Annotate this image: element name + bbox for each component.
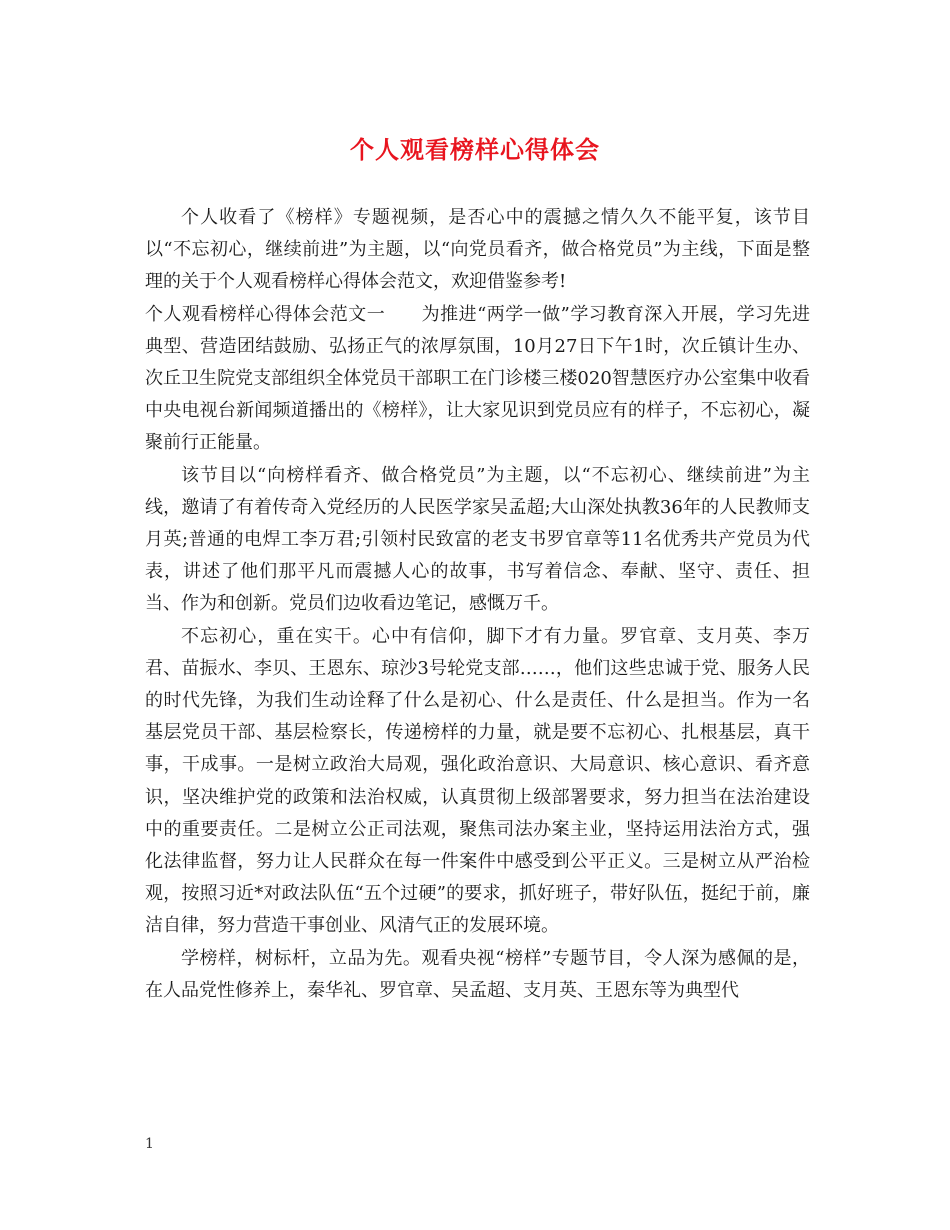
document-title: 个人观看榜样心得体会 [350, 135, 600, 164]
section-heading: 个人观看榜样心得体会范文一 [145, 303, 386, 325]
paragraph-3: 学榜样，树标杆，立品为先。观看央视“榜样”专题节目，令人深为感佩的是，在人品党性修养上，秦华礼、罗官章、吴孟超、支月英、王恩东等为典型代 [145, 947, 810, 1001]
page-number: 1 [145, 1136, 154, 1152]
intro-paragraph: 个人收看了《榜样》专题视频，是否心中的震撼之情久久不能平复，该节目以“不忘初心，继续前进”为主题，以“向党员看齐，做合格党员”为主线，下面是整理的关于个人观看榜样心得体会范文，欢迎借鉴参考! [145, 207, 810, 293]
paragraph-1: 该节目以“向榜样看齐、做合格党员”为主题，以“不忘初心、继续前进”为主线，邀请了有着传奇入党经历的人民医学家吴孟超;大山深处执教36年的人民教师支月英;普通的电焊工李万君;引领村民致富的老支书罗官章等11名优秀共产党员为代表，讲述了他们那平凡而震撼人心的故事，书写着信念、奉献、坚守、责任、担当、作为和创新。党员们边收看边笔记，感慨万千。 [145, 464, 810, 615]
section-first-text: 为推进“两学一做”学习教育深入开展，学习先进典型、营造团结鼓励、弘扬正气的浓厚氛围，10月27日下午1时，次丘镇计生办、次丘卫生院党支部组织全体党员干部职工在门诊楼三楼020智慧医疗办公室集中收看中央电视台新闻频道播出的《榜样》，让大家见识到党员应有的样子，不忘初心，凝聚前行正能量。 [145, 303, 811, 454]
document-body [145, 202, 810, 1007]
section-one-paragraph [145, 299, 810, 460]
paragraph-2: 不忘初心，重在实干。心中有信仰，脚下才有力量。罗官章、支月英、李万君、苗振水、李贝、王恩东、琼沙3号轮党支部……，他们这些忠诚于党、服务人民的时代先锋，为我们生动诠释了什么是初心、什么是责任、什么是担当。作为一名基层党员干部、基层检察长，传递榜样的力量，就是要不忘初心、扎根基层，真干事，干成事。一是树立政治大局观，强化政治意识、大局意识、核心意识、看齐意识，坚决维护党的政策和法治权威，认真贯彻上级部署要求，努力担当在法治建设中的重要责任。二是树立公正司法观，聚焦司法办案主业，坚持运用法治方式，强化法律监督，努力让人民群众在每一件案件中感受到公平正义。三是树立从严治检观，按照习近*对政法队伍“五个过硬”的要求，抓好班子，带好队伍，挺纪于前，廉洁自律，努力营造干事创业、风清气正的发展环境。 [145, 625, 810, 937]
